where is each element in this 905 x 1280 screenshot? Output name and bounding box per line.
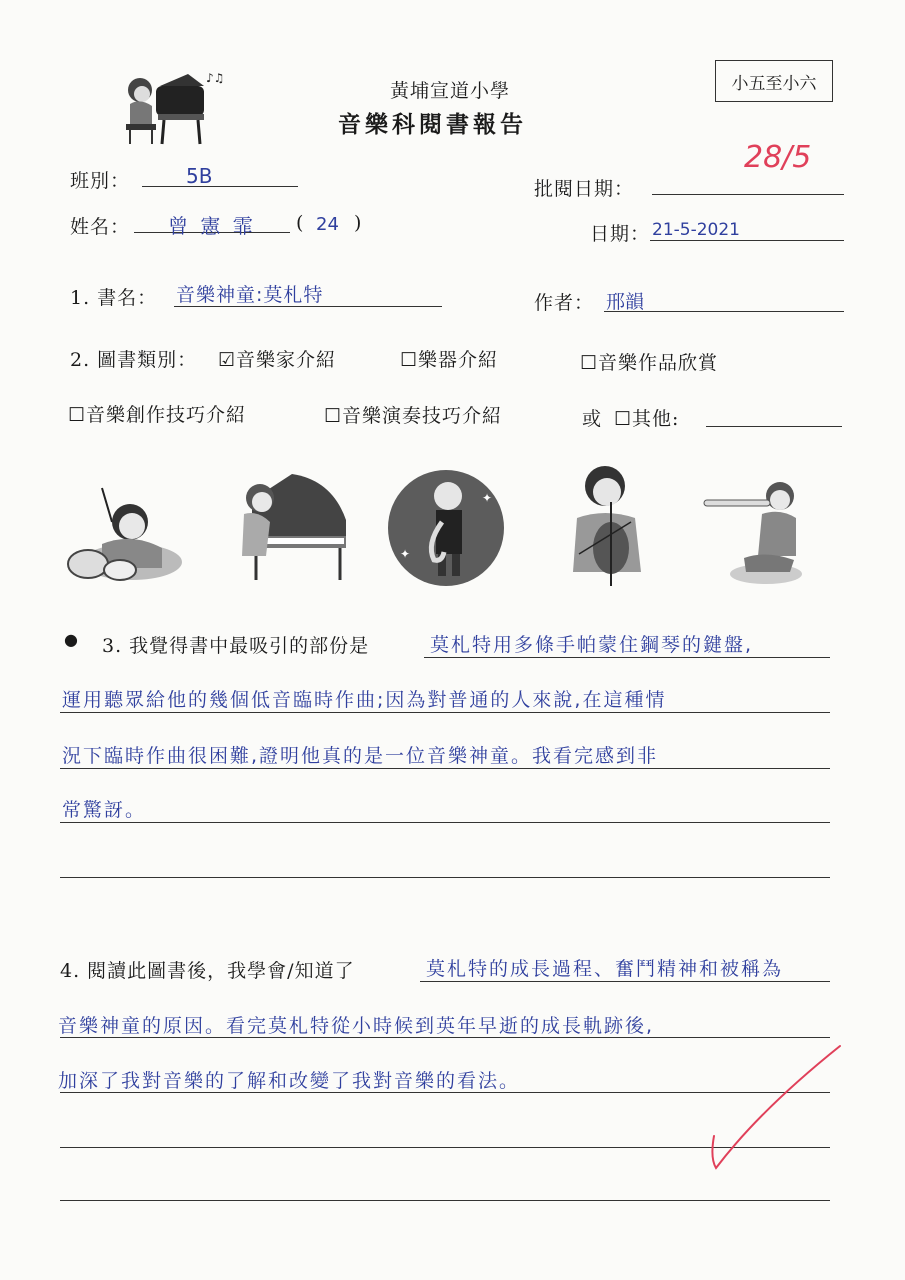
q4-answer-line-1: 莫札特的成長過程、奮鬥精神和被稱為 (426, 958, 784, 980)
category-or: 或 (582, 408, 603, 430)
cellist-icon (555, 462, 665, 590)
saxophone-player-icon (386, 462, 506, 588)
author-label: 作者： (534, 292, 595, 314)
q4-rule-5 (60, 1200, 830, 1201)
svg-text:♪♫: ♪♫ (206, 71, 225, 85)
conductor-drummer-icon (62, 482, 182, 587)
q3-rule-1 (424, 657, 830, 658)
q3-answer-line-1: 莫札特用多條手帕蒙住鋼琴的鍵盤, (430, 634, 754, 656)
grade-level-box: 小五至小六 (715, 60, 833, 102)
q4-answer-line-2: 音樂神童的原因。看完莫札特從小時候到英年早逝的成長軌跡後, (58, 1015, 655, 1037)
svg-text:✦: ✦ (482, 491, 493, 505)
date-label: 日期： (590, 223, 651, 245)
q3-rule-5 (60, 877, 830, 878)
checkbox[interactable]: ☐ (580, 352, 599, 374)
checkbox-checked[interactable]: ☑ (218, 349, 237, 371)
book-label: 1. 書名： (70, 287, 158, 309)
checkbox[interactable]: ☐ (614, 408, 633, 430)
book-value: 音樂神童:莫札特 (176, 284, 324, 306)
q3-bullet: ● (64, 630, 79, 649)
review-date-label: 批閱日期： (534, 178, 635, 200)
piano-player-icon (118, 68, 228, 148)
q3-answer-line-2: 運用聽眾給他的幾個低音臨時作曲;因為對普通的人來說,在這種情 (62, 689, 667, 711)
category-option-composition[interactable]: ☐音樂創作技巧介紹 (68, 404, 247, 426)
date-underline (650, 240, 844, 241)
category-option-performance[interactable]: ☐音樂演奏技巧介紹 (324, 405, 503, 427)
checkbox[interactable]: ☐ (324, 405, 343, 427)
class-value: 5B (186, 164, 213, 188)
q3-label: 3. 我覺得書中最吸引的部份是 (102, 635, 370, 657)
category-option-instrument[interactable]: ☐樂器介紹 (400, 349, 499, 371)
checkbox[interactable]: ☐ (400, 349, 419, 371)
review-date-value: 28/5 (744, 140, 812, 175)
q4-label: 4. 閱讀此圖書後，我學會/知道了 (60, 960, 355, 982)
category-option-appreciation[interactable]: ☐音樂作品欣賞 (580, 352, 719, 374)
review-date-underline (652, 194, 844, 195)
q4-rule-2 (60, 1037, 830, 1038)
date-value: 21-5-2021 (652, 220, 740, 240)
q4-rule-1 (420, 981, 830, 982)
student-number-open: ( (296, 212, 305, 234)
q4-answer-line-3: 加深了我對音樂的了解和改變了我對音樂的看法。 (58, 1070, 521, 1092)
category-label: 2. 圖書類別： (70, 349, 198, 371)
other-underline (706, 426, 842, 427)
class-label: 班別： (70, 170, 131, 192)
q3-answer-line-3: 況下臨時作曲很困難,證明他真的是一位音樂神童。我看完感到非 (62, 745, 659, 767)
name-label: 姓名： (70, 216, 131, 238)
report-title: 音樂科閱書報告 (338, 111, 527, 138)
q3-rule-2 (60, 712, 830, 713)
svg-text:✦: ✦ (400, 547, 411, 561)
q3-rule-4 (60, 822, 830, 823)
checkbox[interactable]: ☐ (68, 404, 87, 426)
flute-player-icon (700, 470, 810, 590)
class-underline (142, 186, 298, 187)
q3-rule-3 (60, 768, 830, 769)
q3-answer-line-4: 常驚訝。 (62, 799, 147, 821)
student-number: 24 (316, 214, 339, 235)
name-value: 曾 憲 霏 (168, 214, 256, 238)
category-option-other[interactable]: ☐其他: (614, 408, 680, 430)
school-name: 黃埔宣道小學 (390, 80, 511, 102)
grand-piano-child-icon (222, 470, 350, 585)
check-mark-icon (700, 1040, 860, 1180)
student-number-close: ) (354, 212, 363, 234)
author-value: 邢韻 (606, 291, 645, 313)
category-option-composer[interactable]: ☑音樂家介紹 (218, 349, 337, 371)
